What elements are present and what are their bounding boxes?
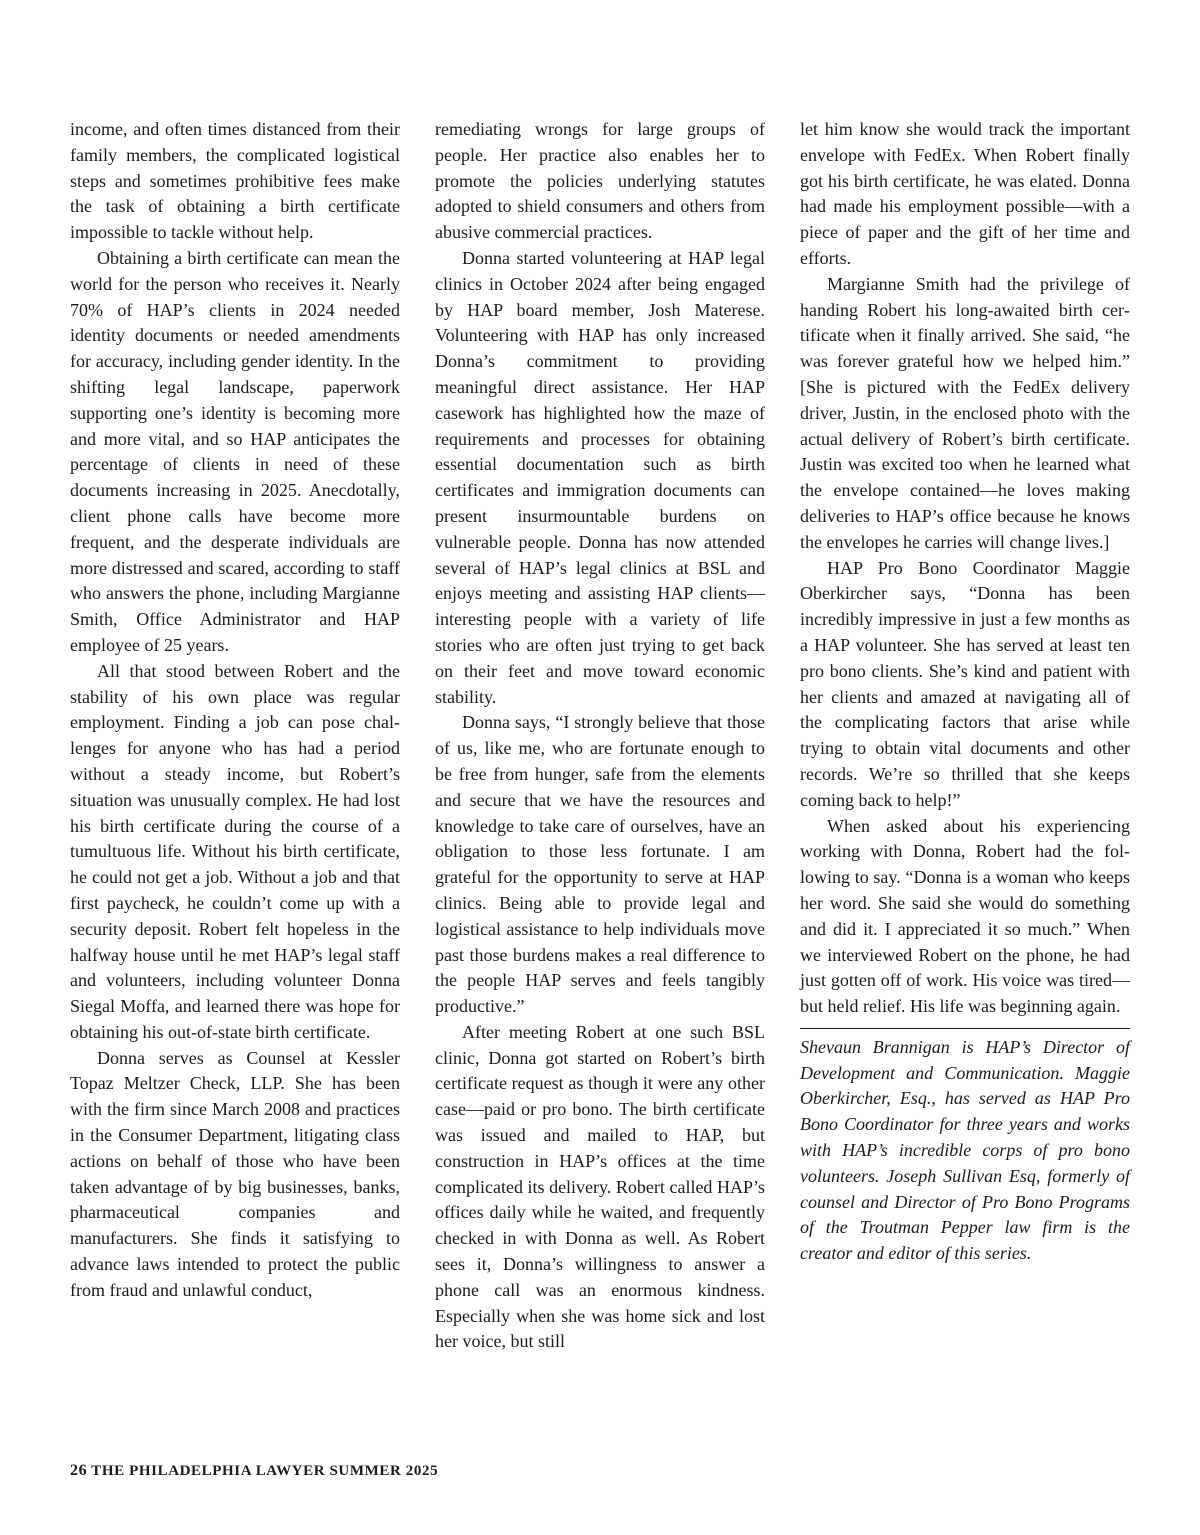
paragraph: When asked about his experiencing working with Donna, Robert had the following to say. “Donna is a woman who keeps her word. She said she would do something and did it. I appreciated it so much.” When we interviewed Robert on the phone, he had just gotten off of work. His voice was tired—but held relief. His life was beginning again. [800,815,1130,1017]
column-2 [435,117,765,1355]
paragraph: After meeting Robert at one such BSL clinic, Donna got started on Robert’s birth certificate request as though it were any other case—paid or pro bono. The birth certificate was issued and mailed to HAP, but construction in HAP’s offices at the time complicated its delivery. Robert called HAP’s offices daily while he waited, and frequently checked in with Donna as well. As Robert sees it, Donna’s willingness to answer a phone call was an enormous kindness. Especially when she was home sick and lost her voice, but still [435,1021,765,1352]
paragraph: Margianne Smith had the privilege of handing Robert his long-awaited birth certificate when it finally arrived. She said, “he was forever grateful how we helped him.” [She is pictured with the FedEx delivery driver, Justin, in the enclosed photo with the actual delivery of Robert’s birth certificate. Justin was excited too when he learned what the envelope contained—he loves making deliveries to HAP’s office because he knows the envelopes he carries will change lives.] [800,273,1130,552]
paragraph: Obtaining a birth certificate can mean the world for the person who receives it. Nearly 70% of HAP’s clients in 2024 needed identity documents or needed amendments for accuracy, including gender identity. In the shifting legal landscape, paperwork supporting one’s identity is becoming more and more vital, and so HAP anticipates the percentage of clients in need of these documents increasing in 2025. Anecdotally, client phone calls have become more frequent, and the desperate individuals are more distressed and scared, according to staff who answers the phone, including Margianne Smith, Office Administrator and HAP employee of 25 years. [70,247,400,655]
page-number: 26 [70,1462,88,1479]
paragraph: HAP Pro Bono Coordinator Maggie Oberkircher says, “Donna has been incredibly impressive in just a few months as a HAP volunteer. She has served at least ten pro bono clients. She’s kind and patient with her clients and amazed at navigating all of the complicating factors that arise while trying to obtain vital documents and other records. We’re so thrilled that she keeps coming back to help!” [800,557,1130,810]
publication-title: THE PHILADELPHIA LAWYER SUMMER 2025 [91,1463,439,1479]
paragraph: Donna started volunteering at HAP legal clinics in October 2024 after being engaged by HAP board member, Josh Materese. Volunteering with HAP has only increased Donna’s commitment to providing meaningful direct assistance. Her HAP casework has highlighted how the maze of requirements and processes for obtaining essential documentation such as birth certificates and immigration documents can present insurmountable burdens on vulnerable people. Donna has now attended several of HAP’s legal clinics at BSL and enjoys meeting and assisting HAP clients—interesting people with a variety of life stories who are often just trying to get back on their feet and move toward economic stability. [435,247,765,707]
paragraph: let him know she would track the important envelope with FedEx. When Robert finally got his birth certificate, he was elated. Donna had made his employment possible—with a piece of paper and the gift of her time and efforts. [800,119,1130,268]
paragraph: income, and often times distanced from their family members, the complicated logistical steps and sometimes prohibitive fees make the task of obtaining a birth certificate impossible to tackle without help. [70,119,400,243]
column-3 [800,117,1130,1267]
author-bio: Shevaun Brannigan is HAP’s Director of Development and Communication. Maggie Oberkircher, Esq., has served as HAP Pro Bono Coordinator for three years and works with HAP’s incredible corps of pro bono volunteers. Joseph Sullivan Esq, formerly of counsel and Director of Pro Bono Programs of the Troutman Pepper law firm is the creator and editor of this series. [800,1036,1130,1264]
page-footer [70,1462,438,1480]
paragraph: All that stood between Robert and the stability of his own place was regular employment. Finding a job can pose challenges for anyone who has had a period without a steady income, but Robert’s situation was unusually complex. He had lost his birth certificate during the course of a tumultuous life. Without his birth certificate, he could not get a job. Without a job and that first paycheck, he couldn’t come up with a security deposit. Robert felt hopeless in the halfway house until he met HAP’s legal staff and volunteers, including volunteer Donna Siegal Moffa, and learned there was hope for obtaining his out-of-state birth certificate. [70,660,400,1042]
paragraph: Donna serves as Counsel at Kessler Topaz Meltzer Check, LLP. She has been with the firm since March 2008 and practices in the Consumer Department, litigating class actions on behalf of those who have been taken advantage of by big businesses, banks, pharmaceutical companies and manufacturers. She finds it satisfying to advance laws intended to protect the public from fraud and unlawful conduct, [70,1047,400,1300]
divider [800,1028,1130,1029]
paragraph: Donna says, “I strongly believe that those of us, like me, who are fortunate enough to be free from hunger, safe from the elements and secure that we have the resources and knowledge to take care of ourselves, have an obligation to those less fortunate. I am grateful for the opportunity to serve at HAP clinics. Being able to provide legal and logistical assistance to help individuals move past those burdens makes a real difference to the people HAP serves and feels tangibly productive.” [435,712,765,1017]
paragraph: remediating wrongs for large groups of people. Her practice also enables her to promote the policies underlying statutes adopted to shield consumers and others from abusive commercial practices. [435,119,765,243]
column-1 [70,117,400,1304]
